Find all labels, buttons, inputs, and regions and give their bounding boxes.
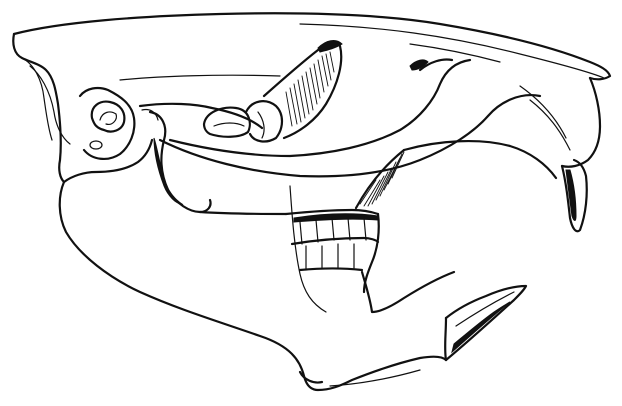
rostrum-lower-edge [404, 141, 556, 178]
cranium [13, 13, 610, 182]
tympanic-bulla [80, 88, 134, 159]
maxilla-hatching [356, 150, 404, 208]
frontal-line [410, 44, 500, 62]
lower-incisor-base [445, 318, 446, 360]
mandible-fossa-line [290, 186, 326, 312]
rostrum-front [562, 78, 600, 167]
molar-row-mid [292, 238, 378, 244]
mandible-upper-edge [200, 212, 286, 214]
auditory-meatus-inner [100, 112, 116, 124]
ramus-back-edge [64, 140, 152, 182]
mandible-step [362, 272, 454, 312]
molar-row-top [286, 210, 378, 214]
upper-molar-groove-1 [214, 123, 244, 126]
rostrum [404, 78, 600, 178]
upper-molars [204, 101, 282, 141]
orbit-outline [264, 44, 341, 138]
molar-row-shadow [294, 214, 378, 222]
braincase-back-edge [13, 34, 64, 182]
lower-incisor [445, 286, 526, 360]
lower-molars [286, 210, 379, 292]
molar-cusp-lines [300, 218, 366, 270]
molar-row-bottom [300, 269, 362, 271]
zygomatic-notch [410, 60, 428, 70]
lower-incisor-outline [446, 286, 526, 360]
orbit [264, 41, 342, 138]
auditory-meatus [92, 102, 125, 132]
tooth-row-front-edge [364, 214, 379, 292]
parietal-line [120, 75, 280, 80]
orbit-rim-shadow [318, 41, 342, 52]
pterygoid-process [142, 109, 211, 212]
zygomatic-arch [140, 59, 540, 176]
upper-incisor [562, 160, 587, 231]
auditory-region [80, 88, 134, 159]
orbit-hatching [286, 52, 334, 126]
mandible [60, 140, 454, 390]
rostrum-inner-line-2 [530, 100, 570, 150]
foramen [90, 141, 102, 149]
cranium-dorsal-outline [14, 13, 610, 79]
